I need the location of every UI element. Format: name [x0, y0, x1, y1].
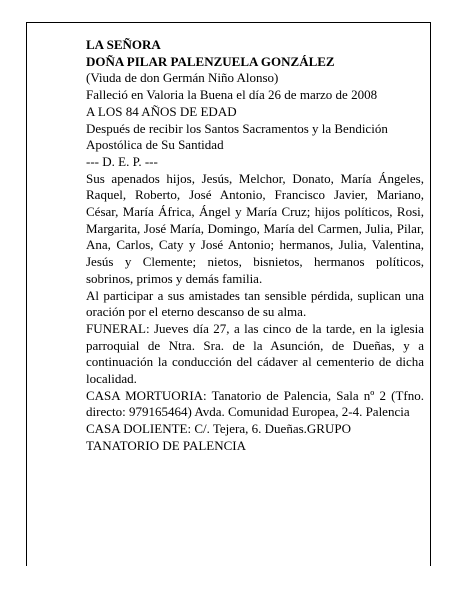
widow-of-line: (Viuda de don Germán Niño Alonso): [86, 70, 279, 86]
mourning-house-paragraph: CASA DOLIENTE: C/. Tejera, 6. Dueñas.GRUPO TANATORIO DE PALENCIA: [86, 421, 351, 453]
mortuary-paragraph: CASA MORTUORIA: Tanatorio de Palencia, Sala nº 2 (Tfno. directo: 979165464) Avda. Comunidad Europea, 2-4. Palencia: [86, 387, 424, 420]
family-paragraph: Sus apenados hijos, Jesús, Melchor, Donato, María Ángeles, Raquel, Roberto, José Antonio, Francisco Javier, Mariano, César, María África, Ángel y María Cruz; hijos políticos, Rosi, Margarita, José María, Domingo, María del Carmen, Julia, Pilar, Ana, Carlos, Caty y José Antonio; hermanos, Julia, Valentina, Jesús y Clemente; nietos, bisnietos, hermanos políticos, sobrinos, primos y demás familia.: [86, 170, 424, 286]
title-line-1: LA SEÑORA: [86, 37, 161, 52]
deceased-name: DOÑA PILAR PALENZUELA GONZÁLEZ: [86, 53, 335, 69]
sacraments-paragraph: Después de recibir los Santos Sacramentos y la Bendición Apostólica de Su Santidad: [86, 120, 388, 153]
obituary-text: [86, 37, 424, 455]
age-line: A LOS 84 AÑOS DE EDAD: [86, 103, 237, 119]
prayer-request-paragraph: Al participar a sus amistades tan sensible pérdida, suplican una oración por el eterno descanso de su alma.: [86, 287, 424, 320]
rip-line: --- D. E. P. ---: [86, 153, 158, 169]
funeral-paragraph: FUNERAL: Jueves día 27, a las cinco de la tarde, en la iglesia parroquial de Ntra. Sra. de la Asunción, de Dueñas, y a continuación la conducción del cádaver al cementerio de dicha localidad.: [86, 320, 424, 387]
death-info-line: Falleció en Valoria la Buena el día 26 de marzo de 2008: [86, 87, 378, 103]
